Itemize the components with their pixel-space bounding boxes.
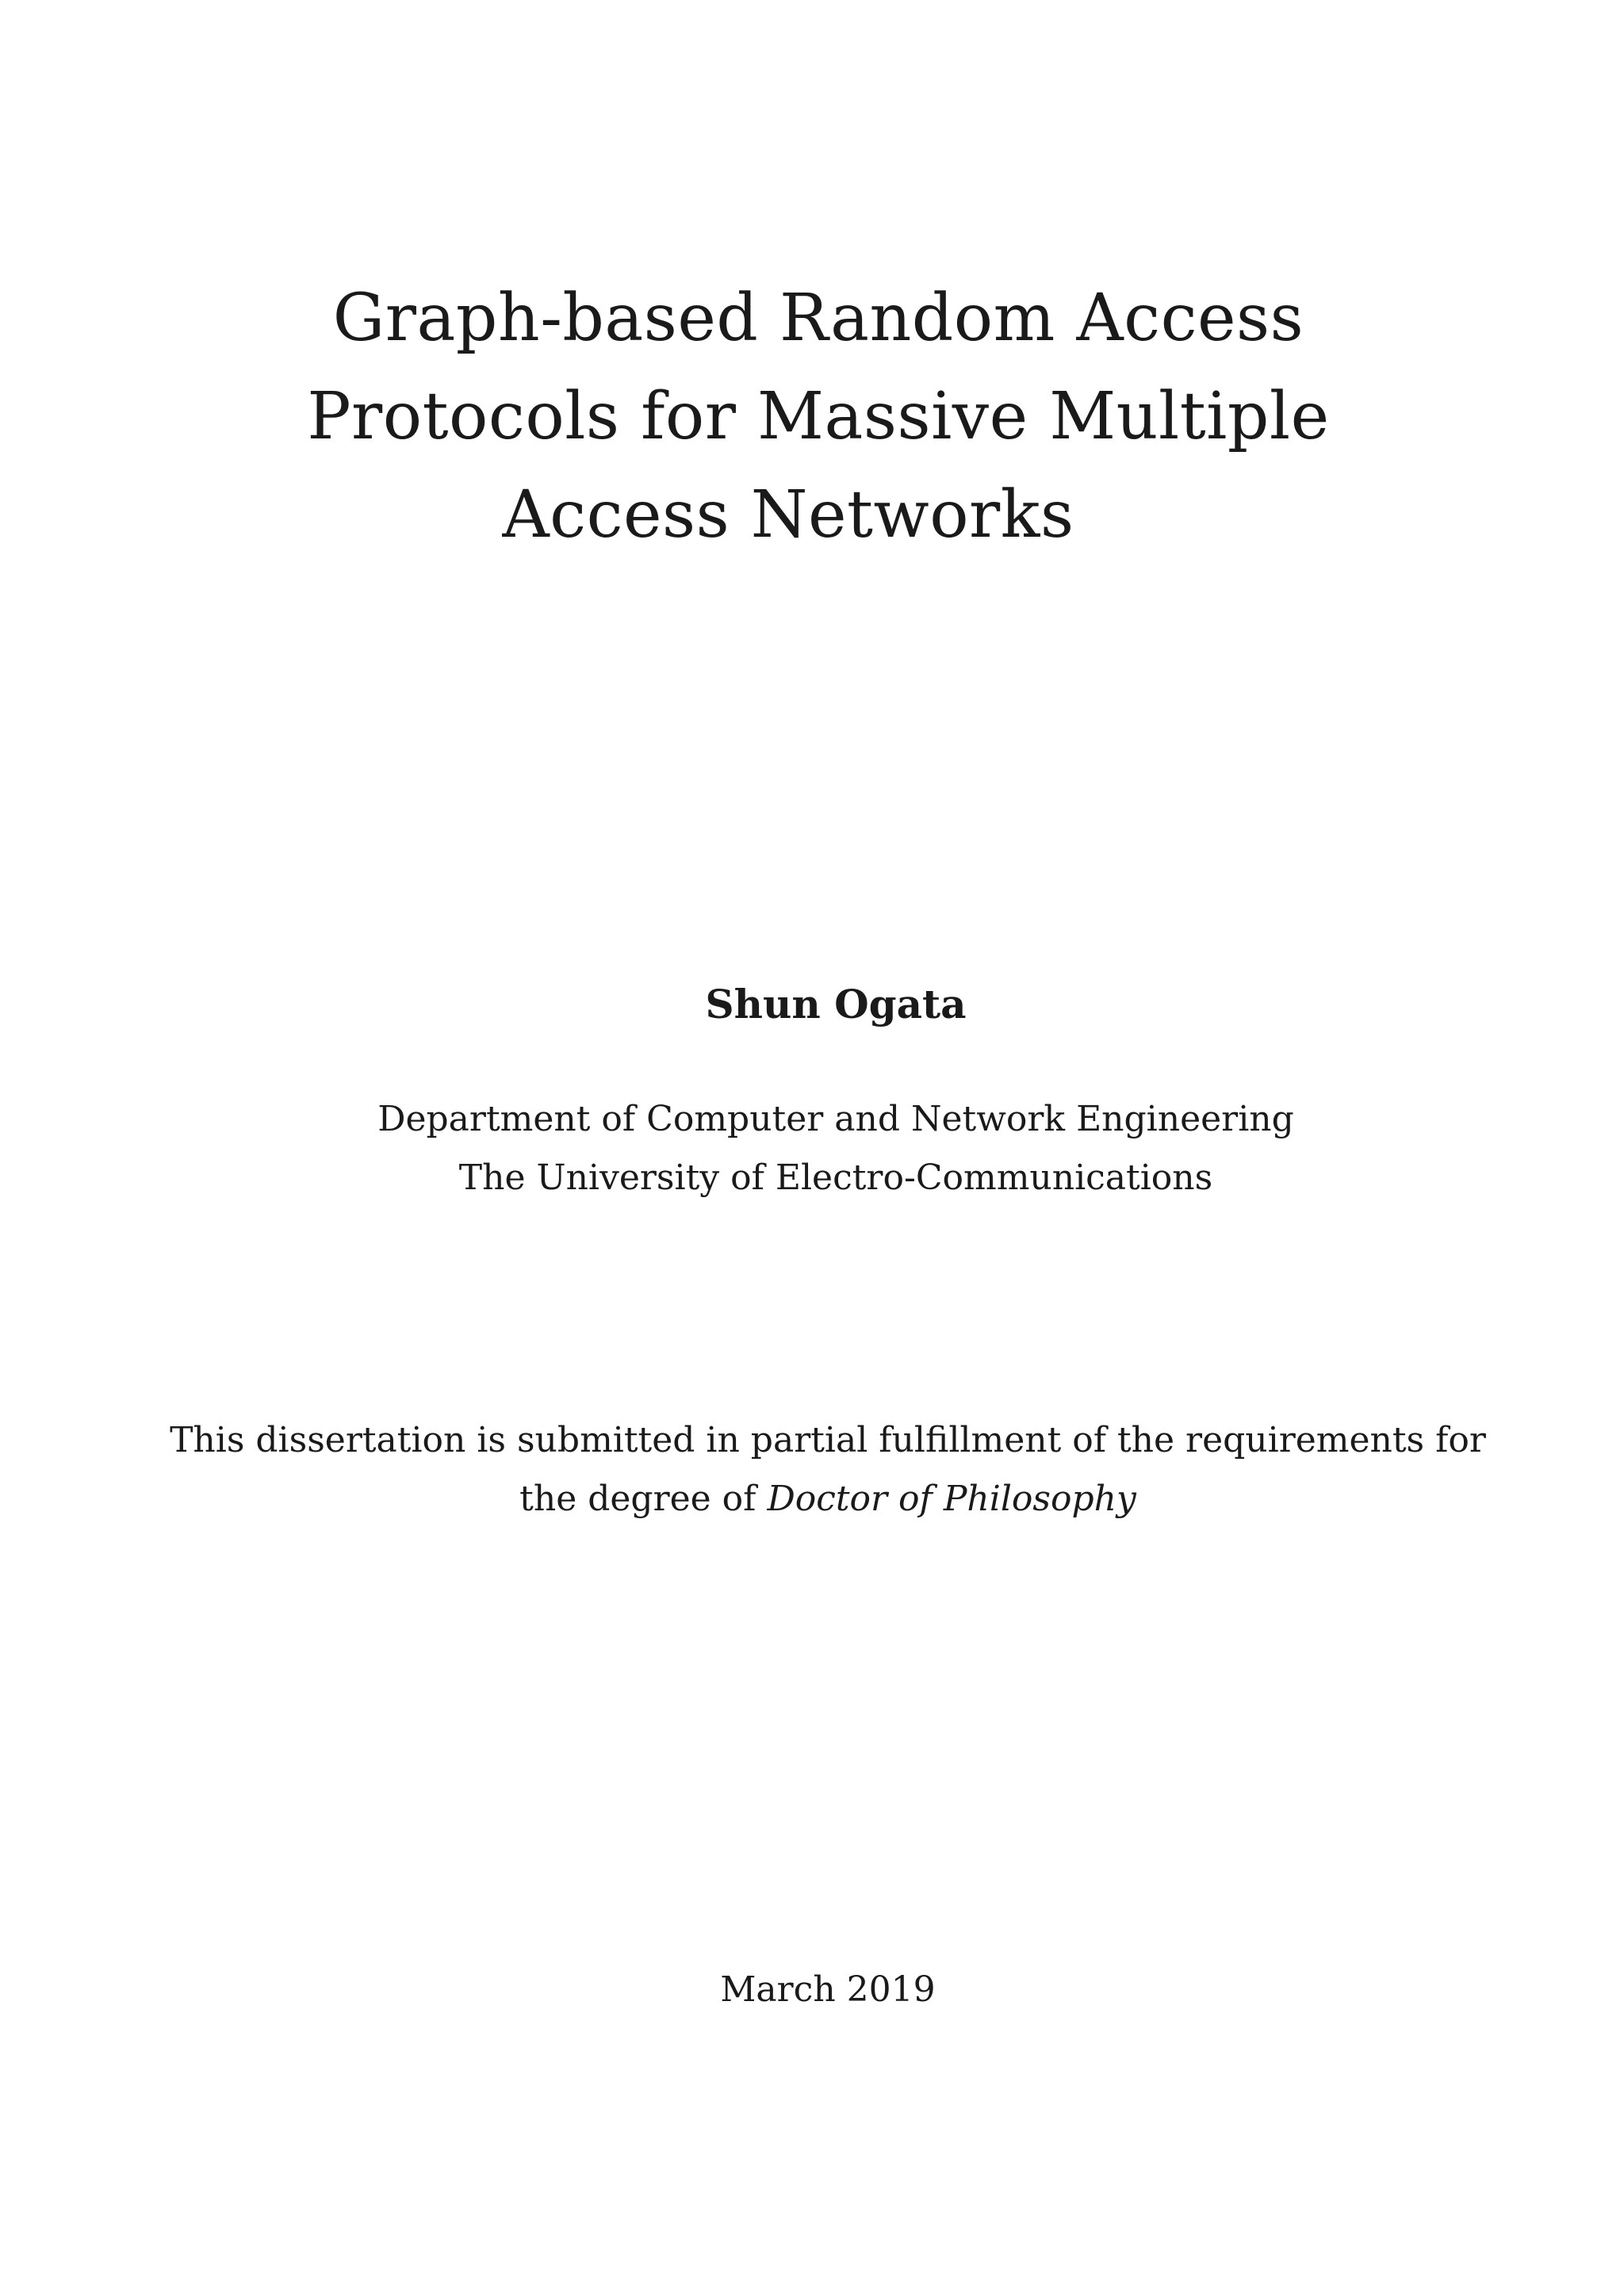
statement-line-2 — [32, 1470, 1624, 1529]
university-name: The University of Electro-Communications — [458, 1158, 1213, 1198]
affiliation — [0, 1090, 1624, 1207]
dissertation-title — [0, 270, 1624, 564]
submission-date: March 2019 — [720, 1969, 936, 2010]
statement-line-2-prefix: the degree of — [519, 1479, 768, 1519]
statement-line-1: This dissertation is submitted in partial fulfillment of the requirements for — [170, 1420, 1486, 1460]
department-name: Department of Computer and Network Engineering — [377, 1099, 1294, 1139]
title-line-1: Graph-based Random Access — [332, 281, 1304, 356]
author-name: Shun Ogata — [705, 981, 967, 1027]
degree-name: Doctor of Philosophy — [767, 1479, 1136, 1519]
submission-statement — [0, 1411, 1624, 1529]
title-line-3: Access Networks — [502, 477, 1074, 553]
title-line-2: Protocols for Massive Multiple — [307, 379, 1330, 454]
